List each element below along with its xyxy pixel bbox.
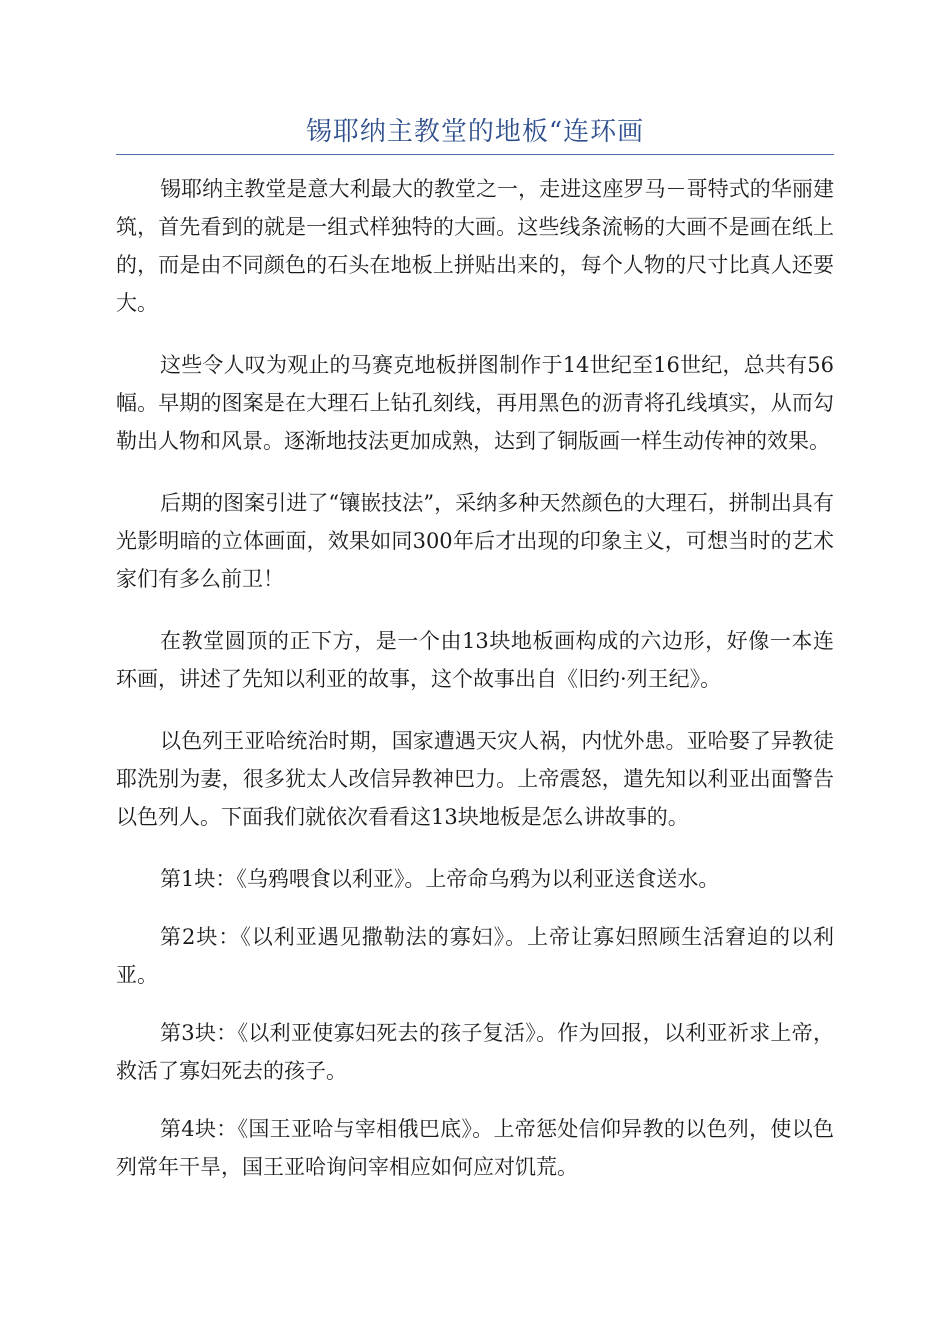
title-underline [116, 154, 834, 155]
document-title: 锡耶纳主教堂的地板“连环画 [305, 117, 645, 147]
document-body [116, 170, 834, 1206]
paragraph-5: 以色列王亚哈统治时期，国家遭遇天灾人祸，内忧外患。亚哈娶了异教徒耶洗别为妻，很多犹太人改信异教神巴力。上帝震怒，遣先知以利亚出面警告以色列人。下面我们就依次看看这13块地板是怎么讲故事的。 [116, 729, 834, 829]
paragraph-6: 第1块：《乌鸦喂食以利亚》。上帝命乌鸦为以利亚送食送水。 [160, 867, 720, 891]
paragraph-2: 这些令人叹为观止的马赛克地板拼图制作于14世纪至16世纪，总共有56幅。早期的图案是在大理石上钻孔刻线，再用黑色的沥青将孔线填实，从而勾勒出人物和风景。逐渐地技法更加成熟，达到了铜版画一样生动传神的效果。 [116, 353, 834, 453]
paragraph-3: 后期的图案引进了“镶嵌技法”，采纳多种天然颜色的大理石，拼制出具有光影明暗的立体画面，效果如同300年后才出现的印象主义，可想当时的艺术家们有多么前卫！ [116, 491, 834, 591]
paragraph-8: 第3块：《以利亚使寡妇死去的孩子复活》。作为回报，以利亚祈求上帝，救活了寡妇死去的孩子。 [116, 1021, 834, 1083]
paragraph-4: 在教堂圆顶的正下方，是一个由13块地板画构成的六边形，好像一本连环画，讲述了先知以利亚的故事，这个故事出自《旧约·列王纪》。 [116, 629, 834, 691]
paragraph-7: 第2块：《以利亚遇见撒勒法的寡妇》。上帝让寡妇照顾生活窘迫的以利亚。 [116, 925, 834, 987]
paragraph-1: 锡耶纳主教堂是意大利最大的教堂之一，走进这座罗马－哥特式的华丽建筑，首先看到的就是一组式样独特的大画。这些线条流畅的大画不是画在纸上的，而是由不同颜色的石头在地板上拼贴出来的，每个人物的尺寸比真人还要大。 [116, 177, 834, 315]
paragraph-9: 第4块：《国王亚哈与宰相俄巴底》。上帝惩处信仰异教的以色列，使以色列常年干旱，国王亚哈询问宰相应如何应对饥荒。 [116, 1117, 834, 1179]
